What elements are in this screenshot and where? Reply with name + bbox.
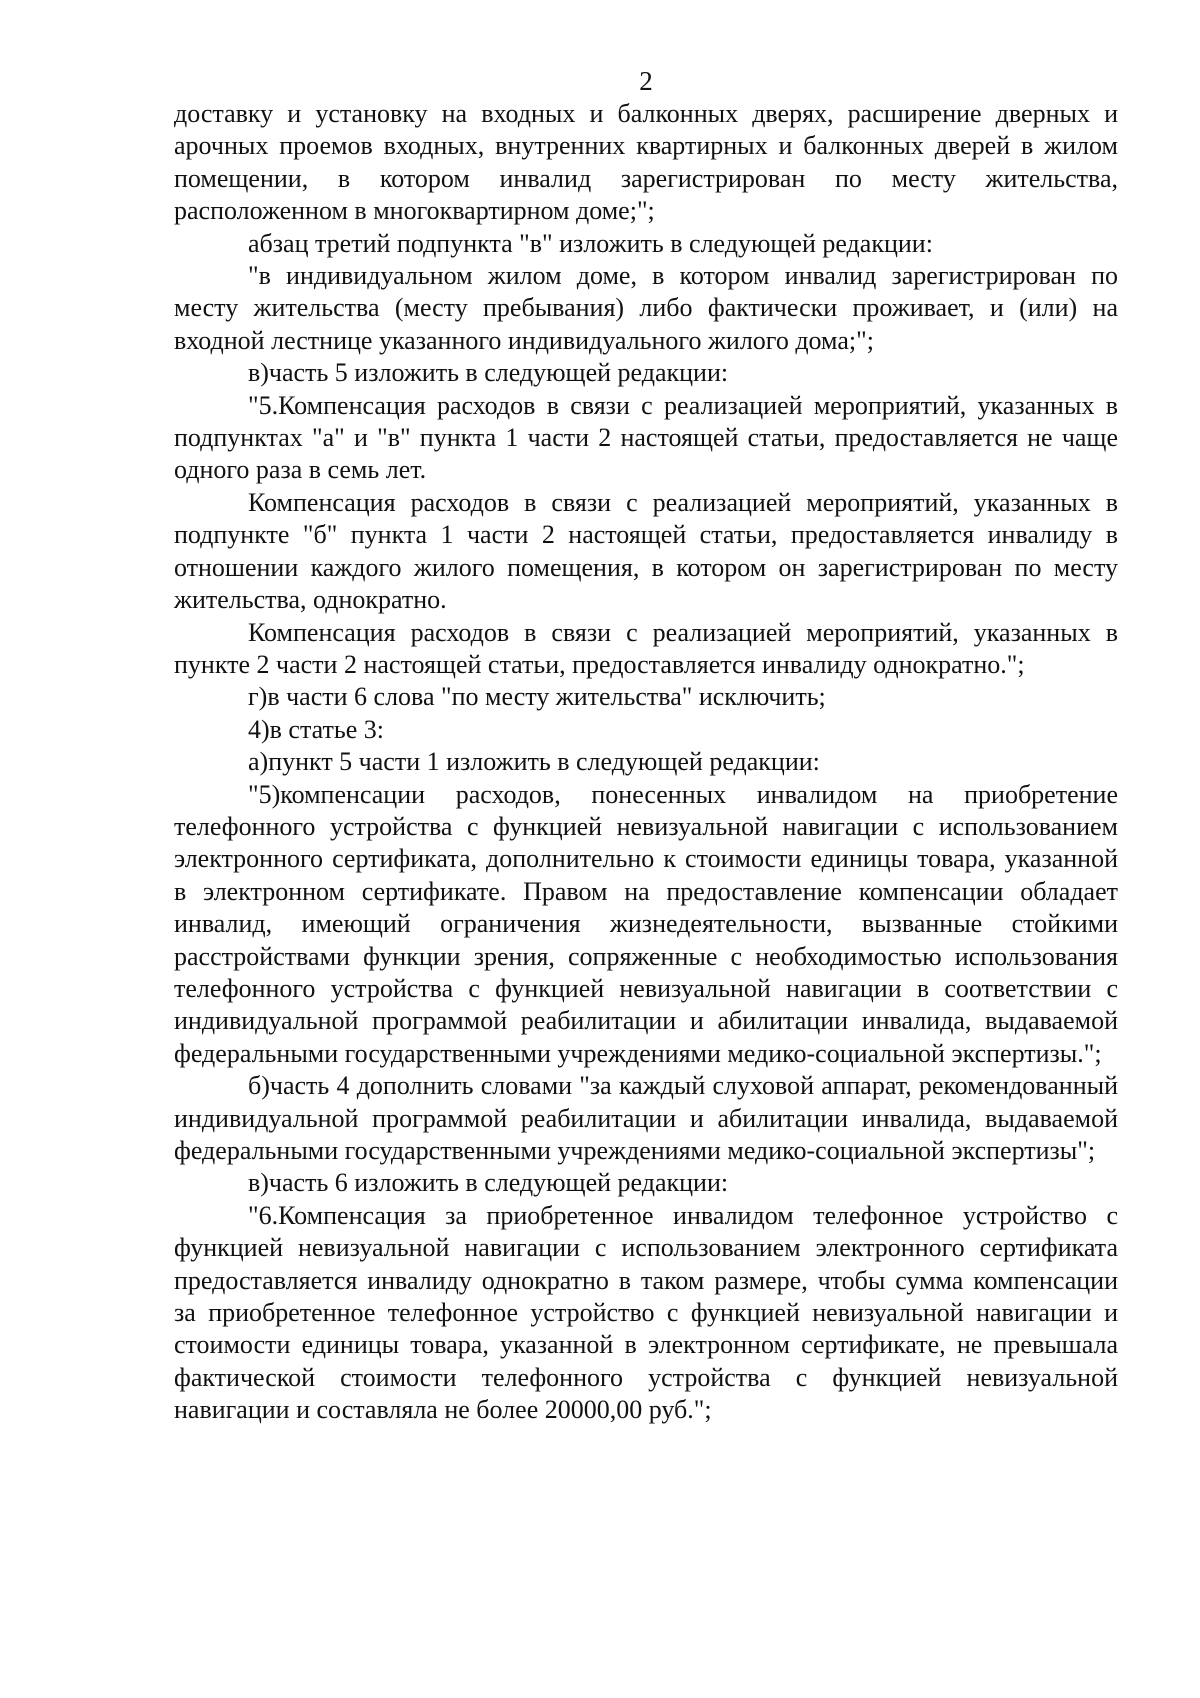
paragraph-item-v-part5: в)часть 5 изложить в следующей редакции: [248, 358, 729, 388]
document-page [174, 66, 1118, 1666]
paragraph-compensation-point2: Компенсация расходов в связи с реализацией мероприятий, указанных в пункте 2 части 2 настоящей статьи, предоставляется инвалиду однократно."; [174, 617, 1118, 679]
paragraph-continuation: доставку и установку на входных и балконных дверях, расширение дверных и арочных проемов входных, внутренних квартирных и балконных дверей в жилом помещении, в котором инвалид зарегистрирован по месту жительства, расположенном в многоквартирном доме;"; [174, 99, 1118, 226]
paragraph-item-b-part4: б)часть 4 дополнить словами "за каждый слуховой аппарат, рекомендованный индивидуальной программой реабилитации и абилитации инвалида, выдаваемой федеральными государственными учреждениями медико-социальной экспертизы"; [174, 1071, 1118, 1165]
page-number: 2 [639, 66, 653, 96]
paragraph-quote-individual-house: "в индивидуальном жилом доме, в котором инвалид зарегистрирован по месту жительства (месту пребывания) либо фактически проживает, и (или) на входной лестнице указанного индивидуального жилого дома;"; [174, 261, 1118, 355]
paragraph-item-a-point5: а)пункт 5 части 1 изложить в следующей редакции: [248, 747, 820, 777]
paragraph-quote-5-compensation: "5.Компенсация расходов в связи с реализацией мероприятий, указанных в подпунктах "а" и "в" пункта 1 части 2 настоящей статьи, предоставляется не чаще одного раза в семь лет. [174, 390, 1118, 485]
paragraph-item-g-part6: г)в части 6 слова "по месту жительства" исключить; [248, 682, 826, 712]
paragraph-compensation-b: Компенсация расходов в связи с реализацией мероприятий, указанных в подпункте "б" пункта 1 части 2 настоящей статьи, предоставляется инвалиду в отношении каждого жилого помещения, в котором он зарегистрирован по месту жительства, однократно. [174, 487, 1118, 615]
paragraph-quote-6-compensation: "6.Компенсация за приобретенное инвалидом телефонное устройство с функцией невизуальной навигации с использованием электронного сертификата предоставляется инвалиду однократно в таком размере, чтобы сумма компенсации за приобретенное телефонное устройство с функцией невизуальной навигации и стоимости единицы товара, указанной в электронном сертификате, не превышала фактической стоимости телефонного устройства с функцией невизуальной навигации и составляла не более 20000,00 руб."; [174, 1200, 1118, 1425]
paragraph-abzac-tretiy: абзац третий подпункта "в" изложить в следующей редакции: [248, 228, 933, 258]
paragraph-quote-5-phone-device: "5)компенсации расходов, понесенных инвалидом на приобретение телефонного устройства с функцией невизуальной навигации с использованием электронного сертификата, дополнительно к стоимости единицы товара, указанной в электронном сертификате. Правом на предоставление компенсации обладает инвалид, имеющий ограничения жизнедеятельности, вызванные стойкими расстройствами функции зрения, сопряженные с необходимостью использования телефонного устройства с функцией невизуальной навигации в соответствии с индивидуальной программой реабилитации и абилитации инвалида, выдаваемой федеральными государственными учреждениями медико-социальной экспертизы."; [174, 779, 1118, 1068]
paragraph-item-4-article3: 4)в статье 3: [248, 714, 385, 744]
paragraph-item-v-part6: в)часть 6 изложить в следующей редакции: [248, 1168, 729, 1198]
